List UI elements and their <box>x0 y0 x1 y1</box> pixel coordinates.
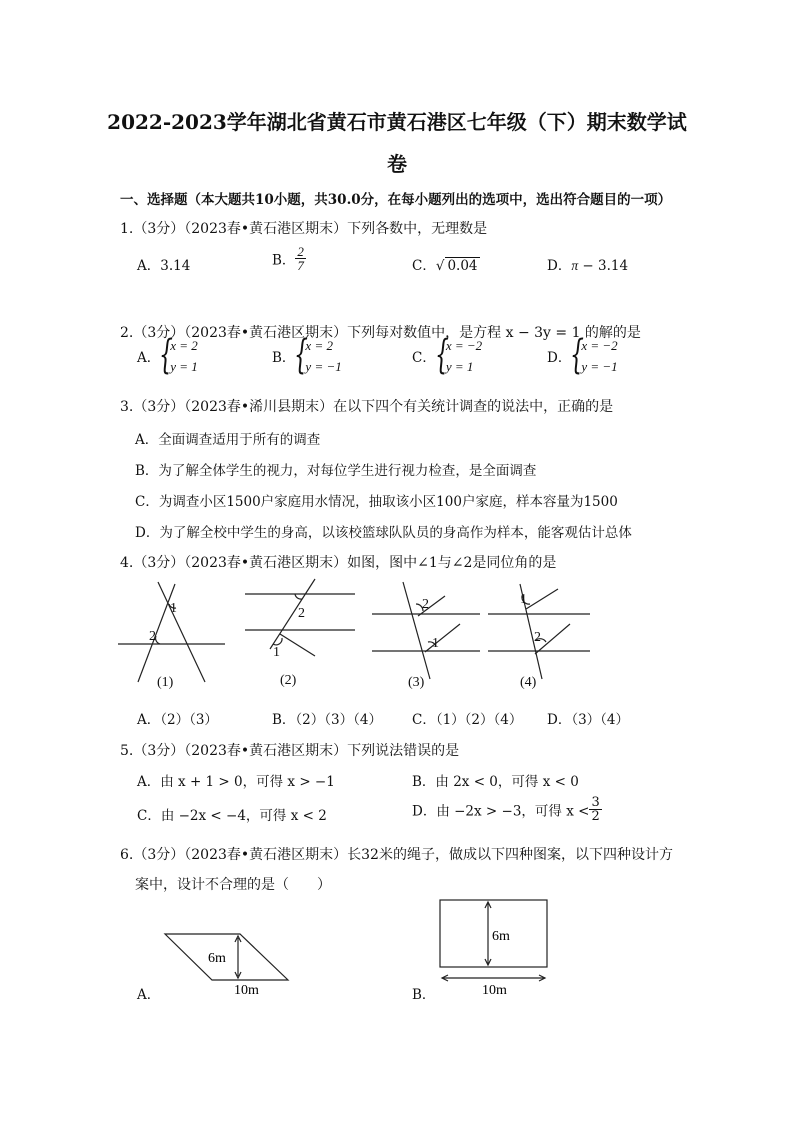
fraction: $\frac{3}{2}$ <box>591 795 600 824</box>
section-heading: 一、选择题（本大题共10小题，共30.0分，在每小题列出的选项中，选出符合题目的一项） <box>120 192 672 208</box>
q5-option-b: B．由 2x < 0，可得 x < 0 <box>412 774 579 790</box>
q5-option-a: A．由 x + 1 > 0，可得 x > −1 <box>137 774 335 790</box>
fig2-angle-2: 2 <box>298 606 305 621</box>
question-6-stem: 6.（3分）（2023春•黄石港区期末）长32米的绳子，做成以下四种图案，以下四种设计方 <box>120 847 673 863</box>
q5-option-c: C．由 −2x < −4，可得 x < 2 <box>137 808 327 824</box>
fig4-angle-2: 2 <box>534 630 541 645</box>
figure-1 <box>118 582 225 682</box>
fig1-angle-2: 2 <box>149 629 156 644</box>
fig3-caption: (3) <box>408 675 425 690</box>
q2-option-c: C． { x = −2 y = 1 <box>412 332 483 378</box>
question-5-stem: 5.（3分）（2023春•黄石港区期末）下列说法错误的是 <box>120 743 460 759</box>
q4-figures <box>110 574 610 694</box>
q1-option-a: A．3.14 <box>137 258 191 274</box>
q2-option-b: B． { x = 2 y = −1 <box>272 332 342 378</box>
fig3-angle-1: 1 <box>432 636 439 651</box>
q3-option-d: D．为了解全校中学生的身高，以该校篮球队队员的身高作为样本，能客观估计总体 <box>135 525 632 541</box>
q4-option-d: D．（3）（4） <box>547 712 630 728</box>
question-4-stem: 4.（3分）（2023春•黄石港区期末）如图，图中∠1与∠2是同位角的是 <box>120 555 557 571</box>
q2-option-d: D． { x = −2 y = −1 <box>547 332 618 378</box>
q4-option-c: C．（1）（2）（4） <box>412 712 523 728</box>
q3-option-a: A．全面调查适用于所有的调查 <box>135 432 321 448</box>
fig2-angle-1: 1 <box>273 645 280 660</box>
q3-option-c: C．为调查小区1500户家庭用水情况，抽取该小区100户家庭，样本容量为1500 <box>135 494 618 510</box>
q4-option-a: A．（2）（3） <box>137 712 218 728</box>
question-2-stem: 2.（3分）（2023春•黄石港区期末）下列每对数值中，是方程 x − 3y = 1 的解的是 <box>120 325 641 341</box>
fraction: $\frac{2}{7}$ <box>297 244 304 273</box>
fig-b-width: 10m <box>482 983 507 998</box>
fig4-angle-1: 1 <box>520 592 527 607</box>
fig3-angle-2: 2 <box>422 597 429 612</box>
q4-option-b: B．（2）（3）（4） <box>272 712 382 728</box>
q2-option-a: A． { x = 2 y = 1 <box>137 332 198 378</box>
fig1-caption: (1) <box>157 675 174 690</box>
q6-option-a-label: A． <box>137 987 161 1003</box>
q6-option-b-label: B． <box>412 987 436 1003</box>
q1-option-c: C．√ 0.04 <box>412 258 478 274</box>
q1-option-b: B． $\frac{2}{7}$ <box>272 244 304 273</box>
fig-a-height: 6m <box>208 951 226 966</box>
q6-figure-b-rectangle <box>432 895 557 1000</box>
q1-option-d: D．π − 3.14 <box>547 258 629 274</box>
fig2-caption: (2) <box>280 673 297 688</box>
q6-figure-a-parallelogram <box>160 928 300 998</box>
fig-a-width: 10m <box>234 983 259 998</box>
question-6-stem-cont: 案中，设计不合理的是（ ） <box>135 877 331 893</box>
fig-b-height: 6m <box>492 929 510 944</box>
question-1-stem: 1.（3分）（2023春•黄石港区期末）下列各数中，无理数是 <box>120 221 488 237</box>
page-title: 2022-2023学年湖北省黄石市黄石港区七年级（下）期末数学试 <box>107 110 687 134</box>
q5-option-d: D．由 −2x > −3，可得 x < $\frac{3}{2}$ <box>412 795 600 824</box>
page-title-cont: 卷 <box>387 152 407 176</box>
fig1-angle-1: 1 <box>170 601 177 616</box>
q3-option-b: B．为了解全体学生的视力，对每位学生进行视力检查，是全面调查 <box>135 463 537 479</box>
fig4-caption: (4) <box>520 675 537 690</box>
question-3-stem: 3.（3分）（2023春•浠川县期末）在以下四个有关统计调查的说法中，正确的是 <box>120 399 614 415</box>
